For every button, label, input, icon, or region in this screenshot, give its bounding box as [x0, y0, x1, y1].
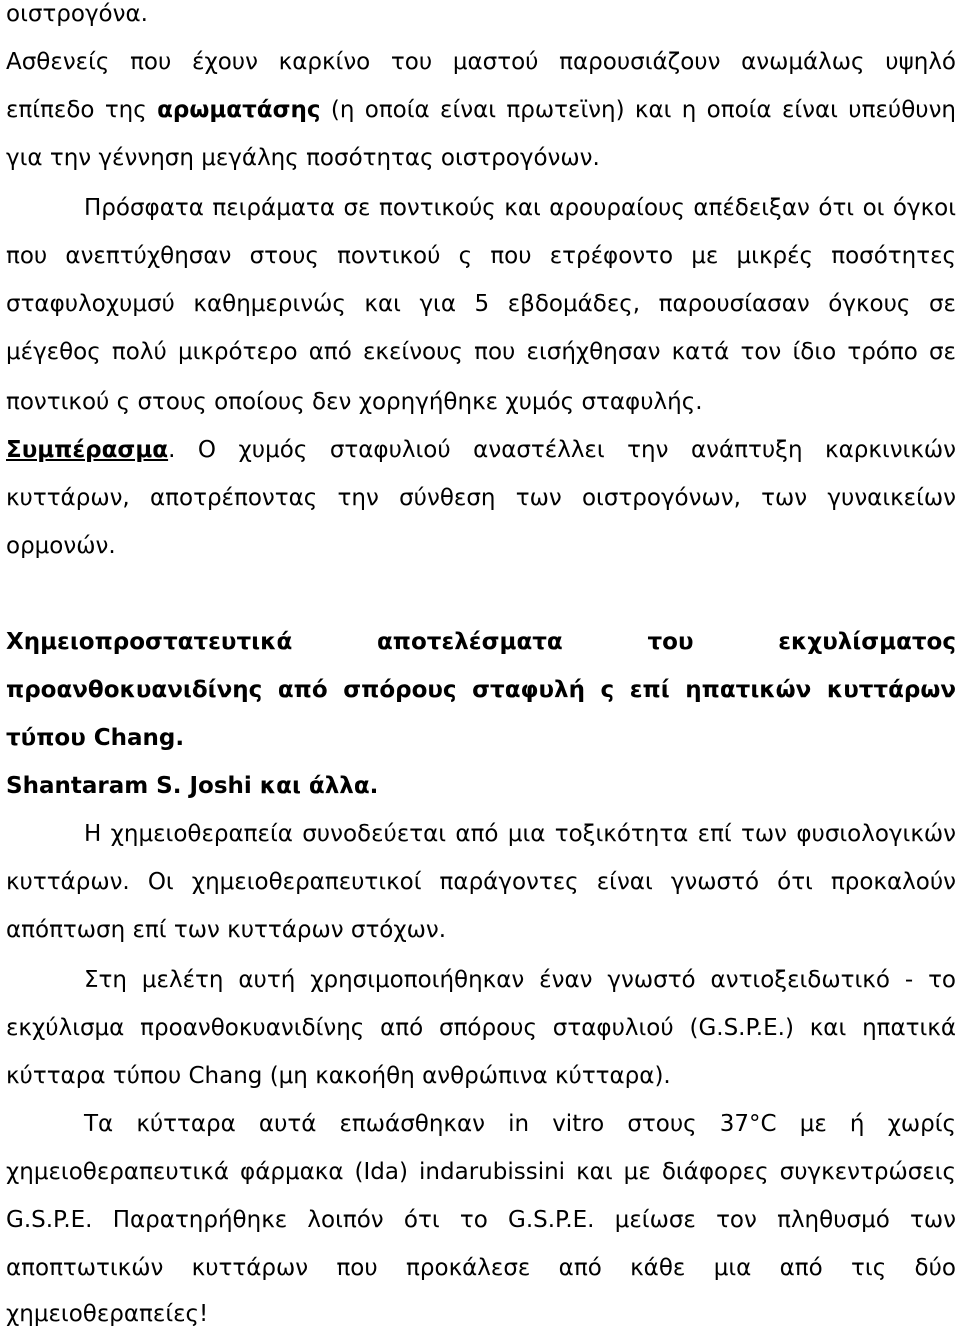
- text-line: για την γέννηση μεγάλης ποσότητας οιστρογόνων.: [6, 145, 600, 171]
- text-line: Στη μελέτη αυτή χρησιμοποιήθηκαν έναν γνωστό αντιοξειδωτικό - το: [84, 967, 956, 993]
- text-line: Η χημειοθεραπεία συνοδεύεται από μια τοξικότητα επί των φυσιολογικών: [84, 821, 956, 847]
- bold-term: αρωματάσης: [157, 97, 321, 123]
- text-line: μέγεθος πολύ μικρότερο από εκείνους που εισήχθησαν κατά τον ίδιο τρόπο σε: [6, 339, 956, 365]
- text-segment: επίπεδο της: [6, 97, 158, 123]
- text-line: Πρόσφατα πειράματα σε ποντικούς και αρουραίους απέδειξαν ότι οι όγκοι: [84, 195, 956, 221]
- text-line: χημειοθεραπευτικά φάρμακα (Ida) indarubissini και με διάφορες συγκεντρώσεις: [6, 1159, 956, 1185]
- text-line: χημειοθεραπείες!: [6, 1301, 209, 1327]
- text-line: σταφυλοχυμσύ καθημερινώς και για 5 εβδομάδες, παρουσίασαν όγκους σε: [6, 291, 956, 317]
- text-line: G.S.P.E. Παρατηρήθηκε λοιπόν ότι το G.S.P.E. μείωσε τον πληθυσμό των: [6, 1207, 956, 1233]
- article-title-line: τύπου Chang.: [6, 725, 185, 751]
- text-segment: . Ο χυμός σταφυλιού αναστέλλει την ανάπτυξη καρκινικών: [168, 437, 956, 463]
- text-line: Τα κύτταρα αυτά επωάσθηκαν in vitro στους 37°C με ή χωρίς: [84, 1111, 956, 1137]
- text-line: απόπτωση επί των κυττάρων στόχων.: [6, 917, 447, 943]
- article-title-line: Χημειοπροστατευτικά αποτελέσματα του εκχυλίσματος: [6, 629, 956, 655]
- text-line: ποντικού ς στους οποίους δεν χορηγήθηκε χυμός σταφυλής.: [6, 389, 703, 415]
- text-line: αποπτωτικών κυττάρων που προκάλεσε από κάθε μια από τις δύο: [6, 1255, 956, 1281]
- text-line: [6, 428, 956, 472]
- conclusion-label: Συμπέρασμα: [6, 437, 169, 463]
- text-line: εκχύλισμα προανθοκυανιδίνης από σπόρους σταφυλιού (G.S.P.E.) και ηπατικά: [6, 1015, 956, 1041]
- text-line: που ανεπτύχθησαν στους ποντικού ς που ετρέφοντο με μικρές ποσότητες: [6, 243, 956, 269]
- text-line: κύτταρα τύπου Chang (μη κακοήθη ανθρώπινα κύτταρα).: [6, 1063, 671, 1089]
- article-authors: Shantaram S. Joshi και άλλα.: [6, 773, 379, 799]
- text-line: Ασθενείς που έχουν καρκίνο του μαστού παρουσιάζουν ανωμάλως υψηλό: [6, 49, 956, 75]
- text-line: κυττάρων. Οι χημειοθεραπευτικοί παράγοντες είναι γνωστό ότι προκαλούν: [6, 869, 956, 895]
- text-line: κυττάρων, αποτρέποντας την σύνθεση των οιστρογόνων, των γυναικείων: [6, 485, 956, 511]
- text-line: [6, 88, 956, 132]
- text-segment: (η οποία είναι πρωτεϊνη) και η οποία είναι υπεύθυνη: [320, 97, 956, 123]
- article-title-line: προανθοκυανιδίνης από σπόρους σταφυλή ς επί ηπατικών κυττάρων: [6, 677, 956, 703]
- text-line: ορμονών.: [6, 533, 116, 559]
- text-line: οιστρογόνα.: [6, 1, 148, 27]
